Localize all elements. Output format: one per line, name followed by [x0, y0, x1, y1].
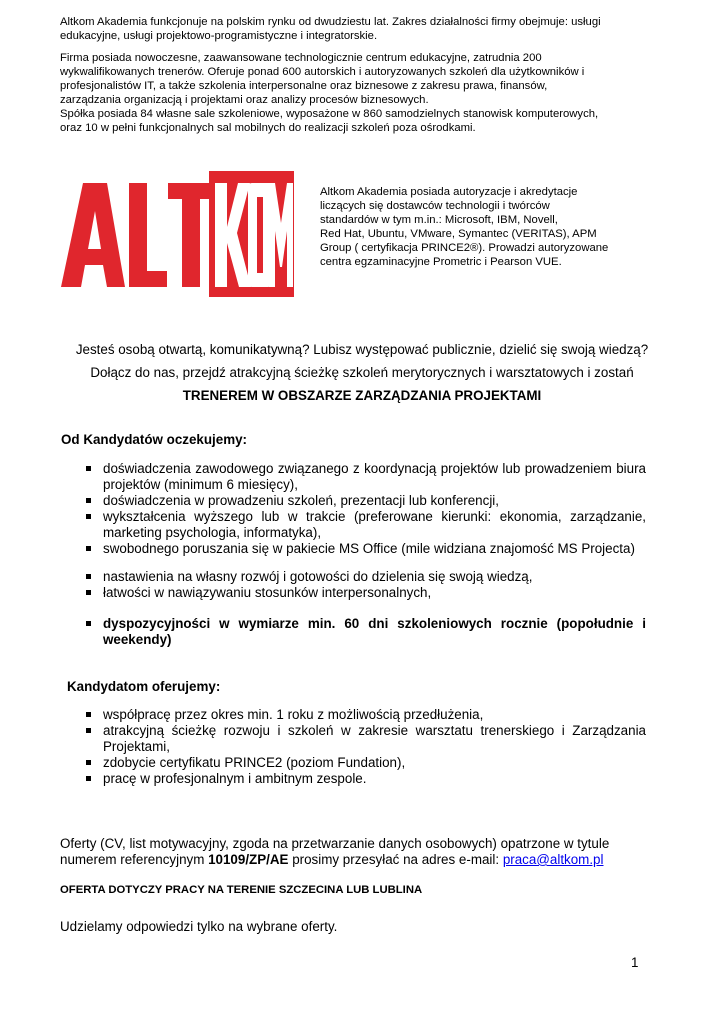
- requirements-list-1: [84, 461, 646, 557]
- question-line-2: Dołącz do nas, przejdź atrakcyjną ścieżkę szkoleń merytorycznych i warsztatowych i zostań: [90, 365, 634, 380]
- question-line-1: Jesteś osobą otwartą, komunikatywną? Lubisz występować publicznie, dzielić się swoją wiedzą?: [75, 342, 649, 357]
- offers-list: [84, 707, 646, 787]
- list-item: wykształcenia wyższego lub w trakcie (preferowane kierunki: ekonomia, zarządzanie, marketing psychologia, informatyka),: [84, 509, 646, 541]
- location-note: OFERTA DOTYCZY PRACY NA TERENIE SZCZECINA LUB LUBLINA: [60, 884, 423, 896]
- intro-line: edukacyjne, usługi projektowo-programistyczne i integratorskie.: [60, 30, 378, 42]
- list-item: doświadczenia zawodowego związanego z koordynacją projektów lub prowadzeniem biura projektów (minimum 6 miesięcy),: [84, 461, 646, 493]
- intro-line: Firma posiada nowoczesne, zaawansowane technologicznie centrum edukacyjne, zatrudnia 200: [60, 52, 542, 64]
- email-link[interactable]: praca@altkom.pl: [502, 852, 604, 867]
- intro-line: profesjonalistów IT, a także szkolenia interpersonalne oraz biznesowe z zakresu prawa, finansów,: [60, 80, 548, 92]
- list-item: nastawienia na własny rozwój i gotowości do dzielenia się swoją wiedzą,: [84, 569, 646, 585]
- auth-line: liczących się dostawców technologii i twórców: [320, 200, 550, 212]
- intro-paragraph-2: [60, 51, 660, 135]
- list-item: pracę w profesjonalnym i ambitnym zespole.: [84, 771, 646, 787]
- auth-line: Group ( certyfikacja PRINCE2®). Prowadzi autoryzowane: [320, 242, 609, 254]
- requirements-title: Od Kandydatów oczekujemy:: [61, 432, 248, 447]
- authorizations-text: [320, 185, 660, 269]
- requirements-list-3: [84, 616, 646, 648]
- auth-line: Red Hat, Ubuntu, VMware, Symantec (VERITAS), APM: [320, 228, 597, 240]
- requirements-list-2: [84, 569, 646, 601]
- auth-line: standardów w tym m.in.: Microsoft, IBM, Novell,: [320, 214, 558, 226]
- offers-title: Kandydatom oferujemy:: [67, 679, 221, 694]
- intro-line: wykwalifikowanych trenerów. Oferuje ponad 600 autorskich i autoryzowanych szkoleń dla użytkowników i: [60, 66, 585, 78]
- intro-line: oraz 10 w pełni funkcjonalnych sal mobilnych do realizacji szkoleń poza ośrodkami.: [60, 122, 476, 134]
- job-headline: TRENEREM W OBSZARZE ZARZĄDZANIA PROJEKTAMI: [182, 388, 542, 403]
- list-item: doświadczenia w prowadzeniu szkoleń, prezentacji lub konferencji,: [84, 493, 646, 509]
- intro-line: Spółka posiada 84 własne sale szkoleniowe, wyposażone w 860 samodzielnych stanowisk komputerowych,: [60, 108, 599, 120]
- auth-line: centra egzaminacyjne Prometric i Pearson VUE.: [320, 256, 562, 268]
- application-middle: prosimy przesyłać na adres e-mail:: [288, 852, 503, 867]
- auth-line: Altkom Akademia posiada autoryzacje i akredytacje: [320, 186, 578, 198]
- application-prefix: numerem referencyjnym: [60, 852, 209, 867]
- list-item: atrakcyjną ścieżkę rozwoju i szkoleń w zakresie warsztatu trenerskiego i Zarządzania Projektami,: [84, 723, 646, 755]
- intro-line: zarządzania organizacją i projektami oraz analizy procesów biznesowych.: [60, 94, 429, 106]
- list-item: łatwości w nawiązywaniu stosunków interpersonalnych,: [84, 585, 646, 601]
- intro-line: Altkom Akademia funkcjonuje na polskim rynku od dwudziestu lat. Zakres działalności firmy obejmuje: usługi: [60, 16, 601, 28]
- list-item: zdobycie certyfikatu PRINCE2 (poziom Fundation),: [84, 755, 646, 771]
- application-instructions: [60, 836, 660, 868]
- list-item: współpracę przez okres min. 1 roku z możliwością przedłużenia,: [84, 707, 646, 723]
- reference-number: 10109/ZP/AE: [208, 852, 289, 867]
- application-line-1: Oferty (CV, list motywacyjny, zgoda na przetwarzanie danych osobowych) opatrzone w tytule: [60, 836, 610, 851]
- list-item: dyspozycyjności w wymiarze min. 60 dni szkoleniowych rocznie (popołudnie i weekendy): [84, 616, 646, 648]
- intro-paragraph-1: [60, 15, 660, 43]
- application-line-2: [60, 852, 660, 868]
- logo-alt-letters: [61, 183, 213, 287]
- reply-note: Udzielamy odpowiedzi tylko na wybrane oferty.: [60, 919, 338, 934]
- list-item: swobodnego poruszania się w pakiecie MS Office (mile widziana znajomość MS Projecta): [84, 541, 646, 557]
- page-number: 1: [631, 955, 639, 970]
- altkom-logo: [61, 171, 294, 297]
- logo-text: ALTKOM: [61, 171, 66, 172]
